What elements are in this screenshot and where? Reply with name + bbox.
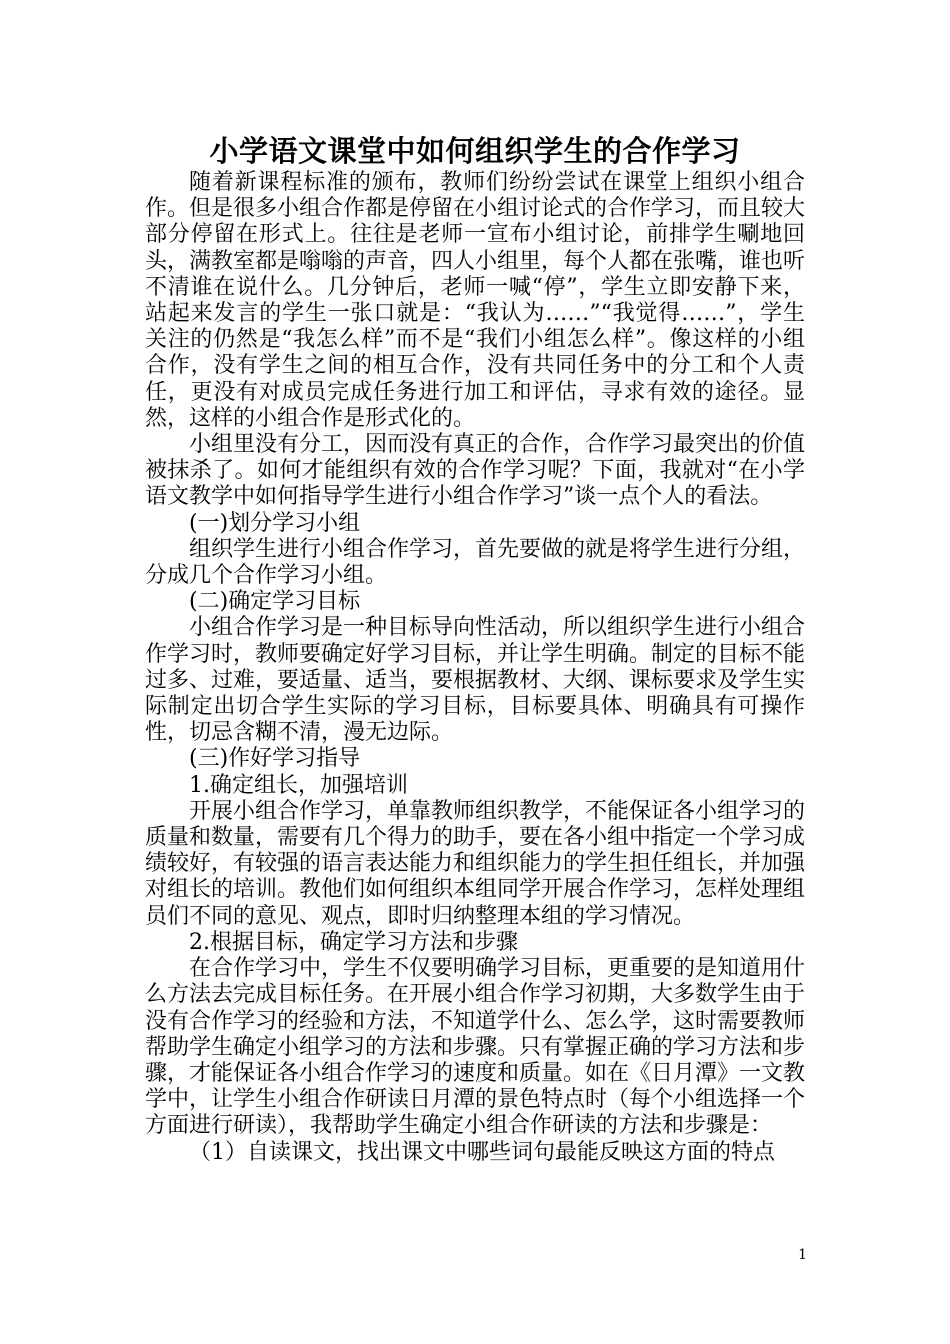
document-body xyxy=(145,170,805,1166)
paragraph: 开展小组合作学习，单靠教师组织教学，不能保证各小组学习的质量和数量，需要有几个得力的助手，要在各小组中指定一个学习成绩较好，有较强的语言表达能力和组织能力的学生担任组长，并加强对组长的培训。教他们如何组织本组同学开展合作学习，怎样处理组员们不同的意见、观点，即时归纳整理本组的学习情况。 xyxy=(145,798,806,929)
paragraph: 组织学生进行小组合作学习，首先要做的就是将学生进行分组，分成几个合作学习小组。 xyxy=(145,536,806,589)
subsection-heading: 1.确定组长，加强培训 xyxy=(189,772,408,798)
paragraph: 小组里没有分工，因而没有真正的合作，合作学习最突出的价值被抹杀了。如何才能组织有效的合作学习呢？下面，我就对“在小学语文教学中如何指导学生进行小组合作学习”谈一点个人的看法。 xyxy=(145,432,806,510)
paragraph: 随着新课程标准的颁布，教师们纷纷尝试在课堂上组织小组合作。但是很多小组合作都是停留在小组讨论式的合作学习，而且较大部分停留在形式上。往往是老师一宣布小组讨论，前排学生唰地回头，满教室都是嗡嗡的声音，四人小组里，每个人都在张嘴，谁也听不清谁在说什么。几分钟后，老师一喊“停”，学生立即安静下来，站起来发言的学生一张口就是：“我认为……”“我觉得……”，学生关注的仍然是“我怎么样”而不是“我们小组怎么样”。像这样的小组合作，没有学生之间的相互合作，没有共同任务中的分工和个人责任，更没有对成员完成任务进行加工和评估，寻求有效的途径。显然，这样的小组合作是形式化的。 xyxy=(145,170,806,431)
section-heading: (二)确定学习目标 xyxy=(189,589,361,615)
paragraph: 在合作学习中，学生不仅要明确学习目标，更重要的是知道用什么方法去完成目标任务。在开展小组合作学习初期，大多数学生由于没有合作学习的经验和方法，不知道学什么、怎么学，这时需要教师帮助学生确定小组学习的方法和步骤。只有掌握正确的学习方法和步骤，才能保证各小组合作学习的速度和质量。如在《日月潭》一文教学中，让学生小组合作研读日月潭的景色特点时（每个小组选择一个方面进行研读），我帮助学生确定小组合作研读的方法和步骤是： xyxy=(145,956,806,1139)
section-heading: (一)划分学习小组 xyxy=(189,510,361,536)
document-title: 小学语文课堂中如何组织学生的合作学习 xyxy=(209,134,741,168)
paragraph: 小组合作学习是一种目标导向性活动，所以组织学生进行小组合作学习时，教师要确定好学习目标，并让学生明确。制定的目标不能过多、过难，要适量、适当，要根据教材、大纲、课标要求及学生实际制定出切合学生实际的学习目标，目标要具体、明确具有可操作性，切忌含糊不清，漫无边际。 xyxy=(145,615,806,746)
subsection-heading: 2.根据目标，确定学习方法和步骤 xyxy=(189,929,518,955)
paragraph: （1）自读课文，找出课文中哪些词句最能反映这方面的特点 xyxy=(189,1139,775,1165)
section-heading: (三)作好学习指导 xyxy=(189,746,361,772)
page-number: 1 xyxy=(798,1247,807,1263)
